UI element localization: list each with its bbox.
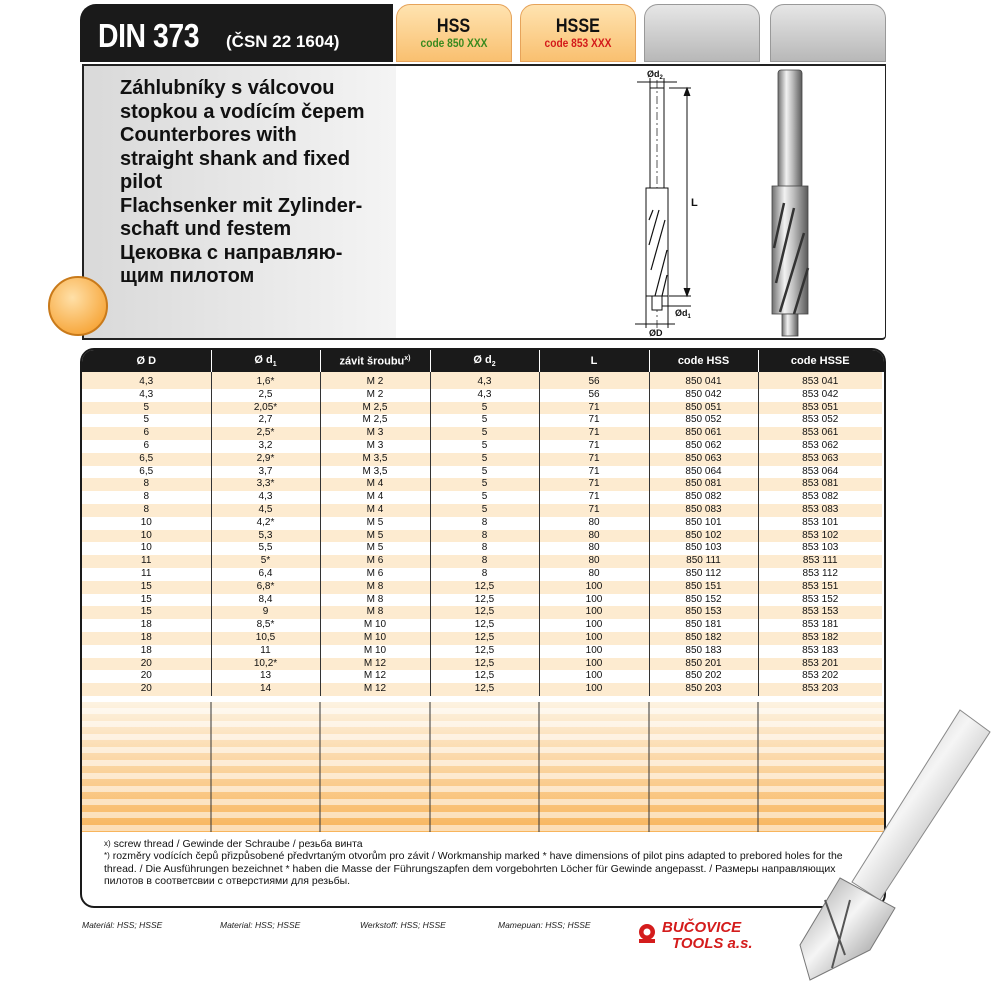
table-cell: M 6 [320,555,430,568]
table-cell: 853 064 [758,466,882,479]
table-row [82,504,882,517]
table-cell: 853 042 [758,389,882,402]
table-cell: 20 [82,658,211,671]
drawing-label-d2: $Ød_2$ [647,70,663,81]
table-cell: 5* [211,555,320,568]
table-row [82,389,882,402]
table-cell: 853 111 [758,555,882,568]
table-cell: 100 [539,632,649,645]
table-cell: 850 182 [649,632,758,645]
table-cell: 853 153 [758,606,882,619]
col-header-code-hsse: code HSSE [758,350,882,372]
page-subtitle: (ČSN 22 1604) [226,32,340,51]
table-cell: 5 [430,478,539,491]
drawing-label-d1: $Ød_1$ [675,308,691,320]
title-box [80,4,393,62]
table-cell: 5 [430,491,539,504]
table-cell: 4,3 [430,372,539,389]
table-row [82,658,882,671]
table-cell: 5 [82,414,211,427]
table-cell: M 12 [320,670,430,683]
table-cell: 80 [539,555,649,568]
table-cell: 100 [539,645,649,658]
table-cell: 2,9* [211,453,320,466]
table-empty-stripes [82,702,884,832]
table-cell: 71 [539,402,649,415]
table-cell: 5 [430,466,539,479]
table-cell: 850 103 [649,542,758,555]
empty-row-stripe [82,721,884,727]
table-cell: M 10 [320,632,430,645]
table-cell: 853 152 [758,594,882,607]
table-cell: 850 151 [649,581,758,594]
table-cell: 853 041 [758,372,882,389]
table-cell: 5,5 [211,542,320,555]
table-cell: 11 [82,555,211,568]
table-cell: 850 063 [649,453,758,466]
brand-name: BUČOVICE TOOLS a.s. [662,919,753,952]
table-row [82,414,882,427]
table-cell: 850 201 [649,658,758,671]
footnotes [104,838,864,887]
table-row [82,427,882,440]
table-row [82,594,882,607]
table-cell: 56 [539,372,649,389]
tool-photo [764,68,824,340]
table-cell: 6 [82,440,211,453]
table-cell: M 8 [320,606,430,619]
table-cell: 850 081 [649,478,758,491]
spec-table-frame [80,348,886,908]
table-cell: M 3 [320,440,430,453]
table-cell: 100 [539,683,649,696]
table-cell: 12,5 [430,658,539,671]
table-cell: 8,5* [211,619,320,632]
table-cell: 5 [430,504,539,517]
table-cell: 71 [539,427,649,440]
countersink-tool-illustration [770,700,1000,1000]
table-cell: 853 052 [758,414,882,427]
table-cell: 3,7 [211,466,320,479]
table-cell: M 6 [320,568,430,581]
empty-row-stripe [82,773,884,779]
table-cell: 6,5 [82,453,211,466]
table-cell: 850 152 [649,594,758,607]
table-cell: 853 062 [758,440,882,453]
table-cell: 853 061 [758,427,882,440]
spec-table [82,350,882,696]
table-cell: 8 [430,530,539,543]
table-cell: 850 064 [649,466,758,479]
table-cell: 5 [430,440,539,453]
table-cell: M 2,5 [320,402,430,415]
table-cell: 13 [211,670,320,683]
table-cell: 8,4 [211,594,320,607]
table-cell: 853 182 [758,632,882,645]
table-cell: 850 181 [649,619,758,632]
table-cell: 12,5 [430,645,539,658]
table-cell: 71 [539,478,649,491]
table-cell: 850 052 [649,414,758,427]
table-cell: 20 [82,670,211,683]
col-header-d2: Ø $d_2$ [430,350,539,372]
table-row [82,517,882,530]
table-cell: 12,5 [430,632,539,645]
table-cell: 6,8* [211,581,320,594]
table-cell: 11 [82,568,211,581]
table-cell: 8 [430,542,539,555]
table-row [82,568,882,581]
table-cell: 12,5 [430,594,539,607]
table-cell: 100 [539,606,649,619]
table-cell: 6 [82,427,211,440]
description-panel [82,64,886,340]
table-cell: 15 [82,594,211,607]
table-cell: 100 [539,581,649,594]
table-row [82,645,882,658]
table-cell: 5,3 [211,530,320,543]
material-ru: Mamepuan: HSS; HSSE [498,920,591,930]
table-cell: 10 [82,517,211,530]
table-cell: 8 [430,517,539,530]
table-cell: 853 112 [758,568,882,581]
empty-row-stripe [82,747,884,753]
table-cell: M 3,5 [320,453,430,466]
table-row [82,466,882,479]
table-cell: 853 201 [758,658,882,671]
table-cell: 4,3 [82,389,211,402]
table-cell: 853 051 [758,402,882,415]
col-header-code-hss: code HSS [649,350,758,372]
table-cell: 12,5 [430,683,539,696]
table-cell: M 12 [320,658,430,671]
table-cell: 5 [430,427,539,440]
table-cell: 5 [430,414,539,427]
table-cell: 6,4 [211,568,320,581]
table-cell: 100 [539,658,649,671]
tab-empty-2 [770,4,886,62]
table-cell: 850 042 [649,389,758,402]
empty-row-stripe [82,734,884,740]
table-cell: 2,7 [211,414,320,427]
table-cell: 6,5 [82,466,211,479]
table-cell: 8 [82,478,211,491]
table-cell: 80 [539,517,649,530]
table-row [82,619,882,632]
table-cell: 56 [539,389,649,402]
table-cell: M 2 [320,372,430,389]
table-row [82,581,882,594]
table-cell: M 3,5 [320,466,430,479]
col-header-d: Ø D [136,355,157,367]
tab-hsse-code: code 853 XXX [544,36,612,50]
table-cell: 71 [539,491,649,504]
table-cell: 12,5 [430,606,539,619]
table-cell: 100 [539,594,649,607]
table-cell: M 10 [320,645,430,658]
table-cell: 12,5 [430,581,539,594]
table-cell: 853 102 [758,530,882,543]
table-cell: 12,5 [430,670,539,683]
table-cell: M 2 [320,389,430,402]
table-row [82,542,882,555]
table-cell: M 10 [320,619,430,632]
empty-row-stripe [82,825,884,831]
table-cell: 100 [539,670,649,683]
table-cell: 853 103 [758,542,882,555]
table-cell: 853 203 [758,683,882,696]
table-row [82,491,882,504]
table-cell: 8 [430,568,539,581]
table-cell: M 8 [320,594,430,607]
table-row [82,372,882,389]
table-cell: 2,05* [211,402,320,415]
table-cell: 850 203 [649,683,758,696]
table-row [82,632,882,645]
table-cell: 853 081 [758,478,882,491]
table-cell: 853 181 [758,619,882,632]
table-cell: 850 083 [649,504,758,517]
empty-row-stripe [82,708,884,714]
empty-row-stripe [82,760,884,766]
table-cell: 1,6* [211,372,320,389]
table-cell: M 4 [320,491,430,504]
drawing-pilot [652,296,662,310]
table-cell: 5 [430,453,539,466]
table-cell: 853 063 [758,453,882,466]
table-cell: 14 [211,683,320,696]
table-cell: 4,3 [211,491,320,504]
table-cell: 71 [539,466,649,479]
table-cell: 853 083 [758,504,882,517]
table-cell: 80 [539,542,649,555]
table-cell: 850 153 [649,606,758,619]
material-de: Werkstoff: HSS; HSSE [360,920,446,930]
table-cell: 853 183 [758,645,882,658]
table-cell: 5 [82,402,211,415]
table-cell: 71 [539,504,649,517]
table-cell: 853 101 [758,517,882,530]
tab-empty-1 [644,4,760,62]
table-cell: 850 041 [649,372,758,389]
tool-drawing [629,70,719,340]
table-cell: 80 [539,530,649,543]
footnote-star: *) rozměry vodících čepů přizpůsobené předvrtaným otvorům pro závit / Workmanship marked * have dimensions of pilot pins adapted to prebored holes for the thread. / Die Ausführungen bezeichnet * haben die Masse der Führungszapfen dem vorgebohrten Löcher für Gewinde angepasst. / Размеры направляющих пилотов в соответсвии с отверстиями для резьбы. [104,850,843,887]
table-cell: 3,2 [211,440,320,453]
table-row [82,530,882,543]
table-row [82,478,882,491]
table-cell: 71 [539,440,649,453]
table-cell: 850 112 [649,568,758,581]
table-cell: 4,5 [211,504,320,517]
empty-row-stripe [82,812,884,818]
tab-hss-code: code 850 XXX [420,36,488,50]
col-header-l: L [539,350,649,372]
table-cell: 2,5 [211,389,320,402]
material-cz: Materiál: HSS; HSSE [82,920,163,930]
drawing-label-L: L [691,197,698,209]
table-row [82,555,882,568]
table-cell: 8 [430,555,539,568]
footnote-x: $^{x)}$ screw thread / Gewinde der Schraube / резьба винта [104,838,363,850]
table-cell: 20 [82,683,211,696]
table-cell: 850 202 [649,670,758,683]
table-cell: 12,5 [430,619,539,632]
table-cell: 853 082 [758,491,882,504]
table-cell: 853 202 [758,670,882,683]
table-cell: 15 [82,581,211,594]
table-row [82,683,882,696]
table-row [82,453,882,466]
table-cell: 11 [211,645,320,658]
table-cell: M 12 [320,683,430,696]
table-cell: 10 [82,542,211,555]
table-row [82,606,882,619]
table-cell: M 8 [320,581,430,594]
table-cell: 850 111 [649,555,758,568]
drawing-label-D: ØD [649,328,663,338]
table-cell: M 4 [320,478,430,491]
table-header-row [82,350,882,372]
table-cell: 3,3* [211,478,320,491]
table-cell: 850 101 [649,517,758,530]
tab-hsse-label: HSSE [556,16,600,37]
table-cell: 2,5* [211,427,320,440]
table-cell: 18 [82,619,211,632]
tab-hsse [520,4,636,62]
table-cell: 850 062 [649,440,758,453]
table-cell: 18 [82,632,211,645]
table-cell: 15 [82,606,211,619]
table-cell: 71 [539,453,649,466]
brand-emblem-icon [636,922,658,944]
empty-row-stripe [82,786,884,792]
table-cell: 18 [82,645,211,658]
col-header-thread: závit šroubu$^{x)}$ [320,350,430,372]
table-cell: 10 [82,530,211,543]
page-title: DIN 373 [98,17,200,54]
material-en: Material: HSS; HSSE [220,920,301,930]
table-row [82,402,882,415]
table-cell: M 2,5 [320,414,430,427]
table-cell: 850 082 [649,491,758,504]
tab-hss-label: HSS [437,16,471,37]
table-cell: M 5 [320,542,430,555]
table-cell: 850 051 [649,402,758,415]
table-cell: 80 [539,568,649,581]
table-cell: 8 [82,504,211,517]
empty-row-stripe [82,799,884,805]
table-cell: 850 183 [649,645,758,658]
table-cell: M 5 [320,530,430,543]
description-text: Záhlubníky s válcovou stopkou a vodícím čepem Counterbores with straight shank and fixed pilot Flachsenker mit Zylinder- schaft und festem Цековка с направляю- щим пилотом [120,77,365,287]
orange-circle-decoration [48,276,108,336]
table-cell: 10,5 [211,632,320,645]
table-cell: 4,3 [430,389,539,402]
table-row [82,440,882,453]
table-cell: M 3 [320,427,430,440]
table-cell: 850 102 [649,530,758,543]
table-cell: 9 [211,606,320,619]
table-cell: 4,3 [82,372,211,389]
table-cell: 8 [82,491,211,504]
table-cell: 100 [539,619,649,632]
col-header-d1: Ø $d_1$ [211,350,320,372]
tab-hss [396,4,512,62]
table-cell: 4,2* [211,517,320,530]
table-row [82,670,882,683]
table-cell: M 4 [320,504,430,517]
table-cell: 5 [430,402,539,415]
table-cell: 10,2* [211,658,320,671]
table-cell: 853 151 [758,581,882,594]
table-cell: 850 061 [649,427,758,440]
table-cell: 71 [539,414,649,427]
table-cell: M 5 [320,517,430,530]
